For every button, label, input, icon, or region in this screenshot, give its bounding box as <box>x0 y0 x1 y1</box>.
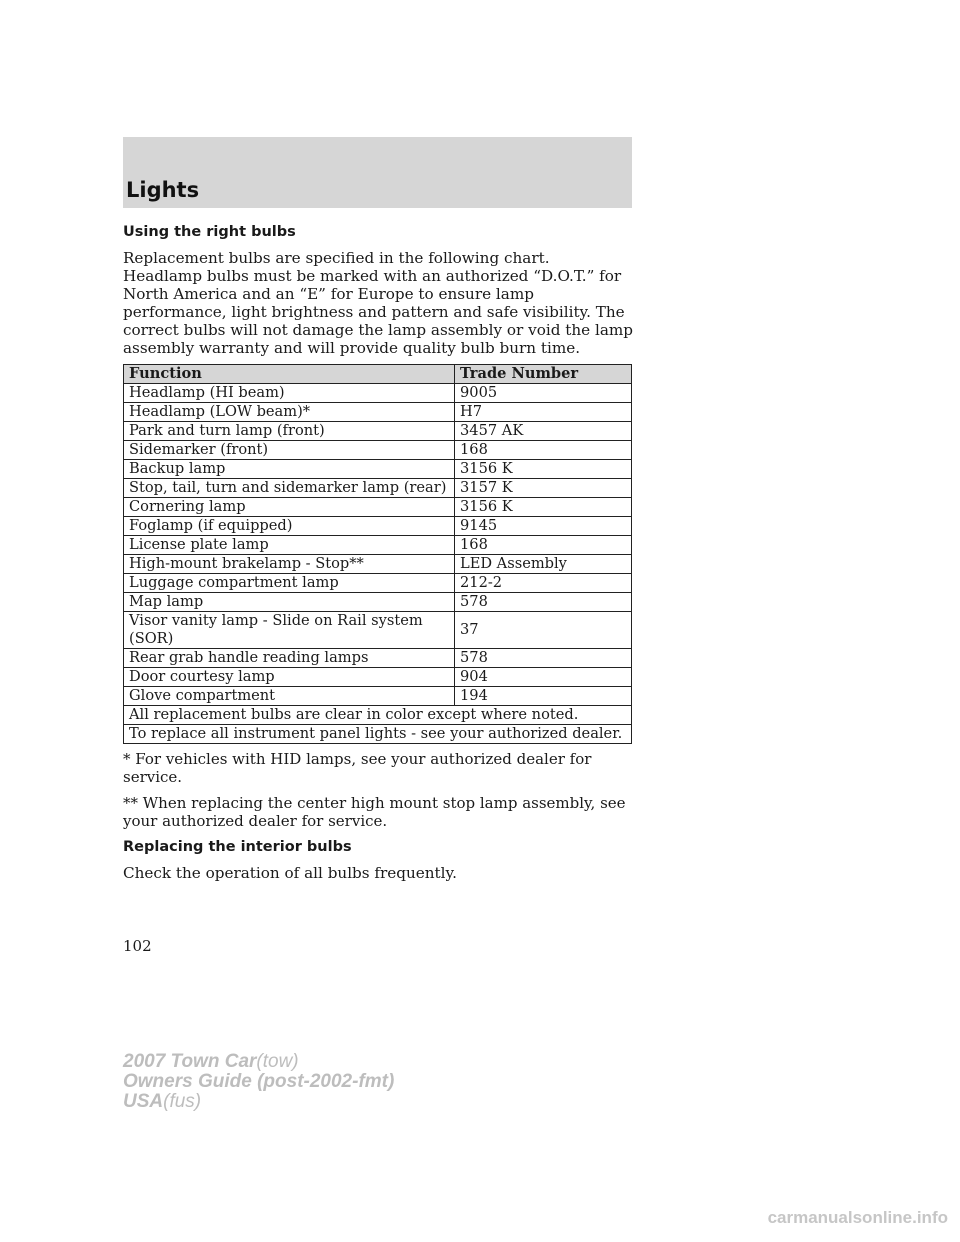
table-row <box>124 612 632 649</box>
table-row <box>124 517 632 536</box>
trade-number-cell: 9145 <box>455 517 632 536</box>
section-title: Lights <box>126 178 200 202</box>
table-row <box>124 460 632 479</box>
table-note: All replacement bulbs are clear in color except where noted. <box>124 706 632 725</box>
bulb-table <box>123 364 632 744</box>
table-row <box>124 441 632 460</box>
trade-number-cell: 3156 K <box>455 460 632 479</box>
interior-bulbs-heading: Replacing the interior bulbs <box>123 839 352 855</box>
trade-number-cell: 37 <box>455 612 632 649</box>
table-row <box>124 649 632 668</box>
function-cell: Headlamp (LOW beam)* <box>124 403 455 422</box>
table-header-row <box>124 365 632 384</box>
function-cell: Sidemarker (front) <box>124 441 455 460</box>
trade-number-cell: LED Assembly <box>455 555 632 574</box>
trade-number-cell: 3457 AK <box>455 422 632 441</box>
function-cell: Cornering lamp <box>124 498 455 517</box>
function-cell: Visor vanity lamp - Slide on Rail system (SOR) <box>124 612 455 649</box>
table-note-row <box>124 706 632 725</box>
function-cell: Foglamp (if equipped) <box>124 517 455 536</box>
trade-number-cell: H7 <box>455 403 632 422</box>
function-cell: High-mount brakelamp - Stop** <box>124 555 455 574</box>
function-cell: Park and turn lamp (front) <box>124 422 455 441</box>
trade-number-cell: 904 <box>455 668 632 687</box>
function-cell: Headlamp (HI beam) <box>124 384 455 403</box>
trade-number-cell: 168 <box>455 536 632 555</box>
interior-bulbs-paragraph: Check the operation of all bulbs frequently. <box>123 864 457 882</box>
footer-model-code: (tow) <box>256 1051 299 1072</box>
footer-model: 2007 Town Car <box>123 1051 257 1072</box>
table-note: To replace all instrument panel lights - see your authorized dealer. <box>124 725 632 744</box>
table-row <box>124 422 632 441</box>
column-header-function: Function <box>124 365 455 384</box>
table-row <box>124 555 632 574</box>
function-cell: Glove compartment <box>124 687 455 706</box>
function-cell: Stop, tail, turn and sidemarker lamp (rear) <box>124 479 455 498</box>
trade-number-cell: 3157 K <box>455 479 632 498</box>
table-row <box>124 668 632 687</box>
table-row <box>124 403 632 422</box>
bulbs-heading: Using the right bulbs <box>123 224 296 240</box>
column-header-trade-number: Trade Number <box>455 365 632 384</box>
trade-number-cell: 9005 <box>455 384 632 403</box>
trade-number-cell: 578 <box>455 649 632 668</box>
footer-line-1 <box>123 1052 394 1072</box>
footnote-chmsl: ** When replacing the center high mount stop lamp assembly, see your authorized dealer for service. <box>123 794 626 830</box>
document-footer <box>123 1052 394 1112</box>
table-row <box>124 479 632 498</box>
footer-market: USA <box>123 1091 164 1112</box>
footnote-hid: * For vehicles with HID lamps, see your authorized dealer for service. <box>123 750 592 786</box>
footer-guide: Owners Guide (post-2002-fmt) <box>123 1071 395 1092</box>
footer-line-2 <box>123 1072 394 1092</box>
function-cell: Map lamp <box>124 593 455 612</box>
footer-market-code: (fus) <box>163 1091 202 1112</box>
function-cell: Door courtesy lamp <box>124 668 455 687</box>
bulbs-intro-paragraph: Replacement bulbs are specified in the following chart. Headlamp bulbs must be marked with an authorized “D.O.T.” for North America and an “E” for Europe to ensure lamp performance, light brightness and pattern and safe visibility. The correct bulbs will not damage the lamp assembly or void the lamp assembly warranty and will provide quality bulb burn time. <box>123 249 634 357</box>
table-row <box>124 574 632 593</box>
table-note-row <box>124 725 632 744</box>
bulb-table-body <box>124 384 632 706</box>
trade-number-cell: 194 <box>455 687 632 706</box>
trade-number-cell: 212-2 <box>455 574 632 593</box>
function-cell: License plate lamp <box>124 536 455 555</box>
footer-line-3 <box>123 1092 394 1112</box>
page-number: 102 <box>123 937 152 955</box>
page-content <box>123 223 633 889</box>
table-row <box>124 687 632 706</box>
function-cell: Luggage compartment lamp <box>124 574 455 593</box>
function-cell: Backup lamp <box>124 460 455 479</box>
trade-number-cell: 168 <box>455 441 632 460</box>
table-row <box>124 593 632 612</box>
trade-number-cell: 3156 K <box>455 498 632 517</box>
table-row <box>124 536 632 555</box>
trade-number-cell: 578 <box>455 593 632 612</box>
function-cell: Rear grab handle reading lamps <box>124 649 455 668</box>
table-row <box>124 498 632 517</box>
section-header-band <box>123 137 632 208</box>
table-row <box>124 384 632 403</box>
site-watermark: carmanualsonline.info <box>767 1208 948 1227</box>
